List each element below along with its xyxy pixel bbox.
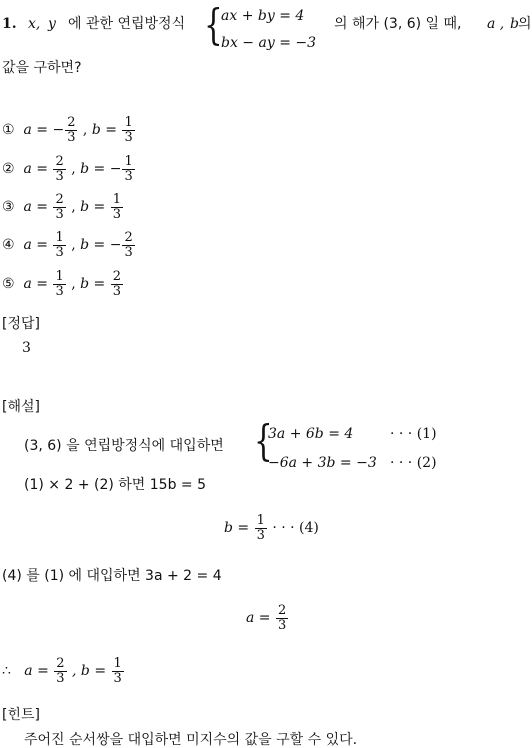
solution-tag2: · · · (2) [390, 455, 437, 471]
choice-a-label: a [23, 276, 32, 293]
choice-item: ③ a = $\frac{2}{3}$ , b = $\frac{1}{3}$ [2, 192, 121, 222]
question-line2: 값을 구하면? [2, 60, 82, 76]
choice-b-label: b [80, 237, 90, 254]
choice-b-label: b [91, 122, 101, 139]
choice-item: ① a = − $\frac{2}{3}$ , b = $\frac{1}{3}$ [2, 115, 133, 145]
solution-tag1: · · · (1) [390, 426, 437, 442]
choice-b-frac: $\frac{2}{3}$ [124, 230, 133, 260]
system-eq2: bx − ay = −3 [221, 35, 317, 51]
question-suffix: 의 해가 (3, 6) 일 때, [334, 16, 462, 32]
choice-b-label: b [80, 276, 90, 293]
system-brace: { [204, 0, 223, 49]
choice-mark: ④ [2, 237, 15, 254]
choice-a-frac: $\frac{2}{3}$ [55, 192, 64, 222]
var-y: y [48, 16, 56, 32]
choice-a-sign: − [52, 122, 65, 139]
b-equation: b = $\frac{1}{3}$ · · · (4) [224, 513, 319, 543]
solution-brace: { [254, 416, 273, 465]
question-suffix-b: 의 [518, 16, 532, 32]
choice-a-label: a [23, 199, 32, 216]
choice-a-frac: $\frac{1}{3}$ [55, 269, 64, 299]
answer-value: 3 [22, 340, 31, 356]
hint-text: 주어진 순서쌍을 대입하면 미지수의 값을 구할 수 있다. [24, 732, 358, 748]
var-a: a , [487, 16, 505, 32]
choice-item: ⑤ a = $\frac{1}{3}$ , b = $\frac{2}{3}$ [2, 269, 121, 299]
choice-mark: ③ [2, 199, 15, 216]
choice-b-sign: − [109, 237, 122, 254]
hint-label: [힌트] [2, 707, 40, 723]
choice-b-label: b [80, 199, 90, 216]
solution-intro: (3, 6) 을 연립방정식에 대입하면 [24, 438, 224, 454]
system-eq1: ax + by = 4 [221, 8, 305, 24]
solution-subst: (4) 를 (1) 에 대입하면 3a + 2 = 4 [2, 568, 222, 584]
choice-a-label: a [23, 237, 32, 254]
answer-label: [정답] [2, 316, 40, 332]
choice-a-frac: $\frac{2}{3}$ [55, 154, 64, 184]
solution-step: (1) × 2 + (2) 하면 15b = 5 [24, 477, 207, 493]
choice-mark: ② [2, 161, 15, 178]
choice-b-frac: $\frac{2}{3}$ [112, 269, 121, 299]
choice-a-label: a [23, 161, 32, 178]
choice-a-label: a [23, 122, 32, 139]
a-equation: a = $\frac{2}{3}$ [246, 603, 287, 633]
choice-mark: ⑤ [2, 276, 15, 293]
question-number: 1. [2, 16, 17, 32]
choice-a-frac: $\frac{2}{3}$ [67, 115, 76, 145]
solution-label: [해설] [2, 399, 40, 415]
solution-eq1: 3a + 6b = 4 [268, 426, 354, 442]
choice-mark: ① [2, 122, 15, 139]
var-x: x, [28, 16, 41, 32]
choice-b-label: b [80, 161, 90, 178]
choice-item: ② a = $\frac{2}{3}$ , b = − $\frac{1}{3}$ [2, 154, 133, 184]
solution-eq2: −6a + 3b = −3 [268, 455, 377, 471]
choice-b-frac: $\frac{1}{3}$ [124, 154, 133, 184]
choice-a-frac: $\frac{1}{3}$ [55, 230, 64, 260]
choice-b-frac: $\frac{1}{3}$ [124, 115, 133, 145]
var-b: b [510, 16, 519, 32]
question-prefix: 에 관한 연립방정식 [68, 16, 186, 32]
choice-item: ④ a = $\frac{1}{3}$ , b = − $\frac{2}{3}$ [2, 230, 133, 260]
choice-b-frac: $\frac{1}{3}$ [112, 192, 121, 222]
final-answer: ∴ a = $\frac{2}{3}$ , b = $\frac{1}{3}$ [2, 656, 122, 686]
choice-b-sign: − [109, 161, 122, 178]
